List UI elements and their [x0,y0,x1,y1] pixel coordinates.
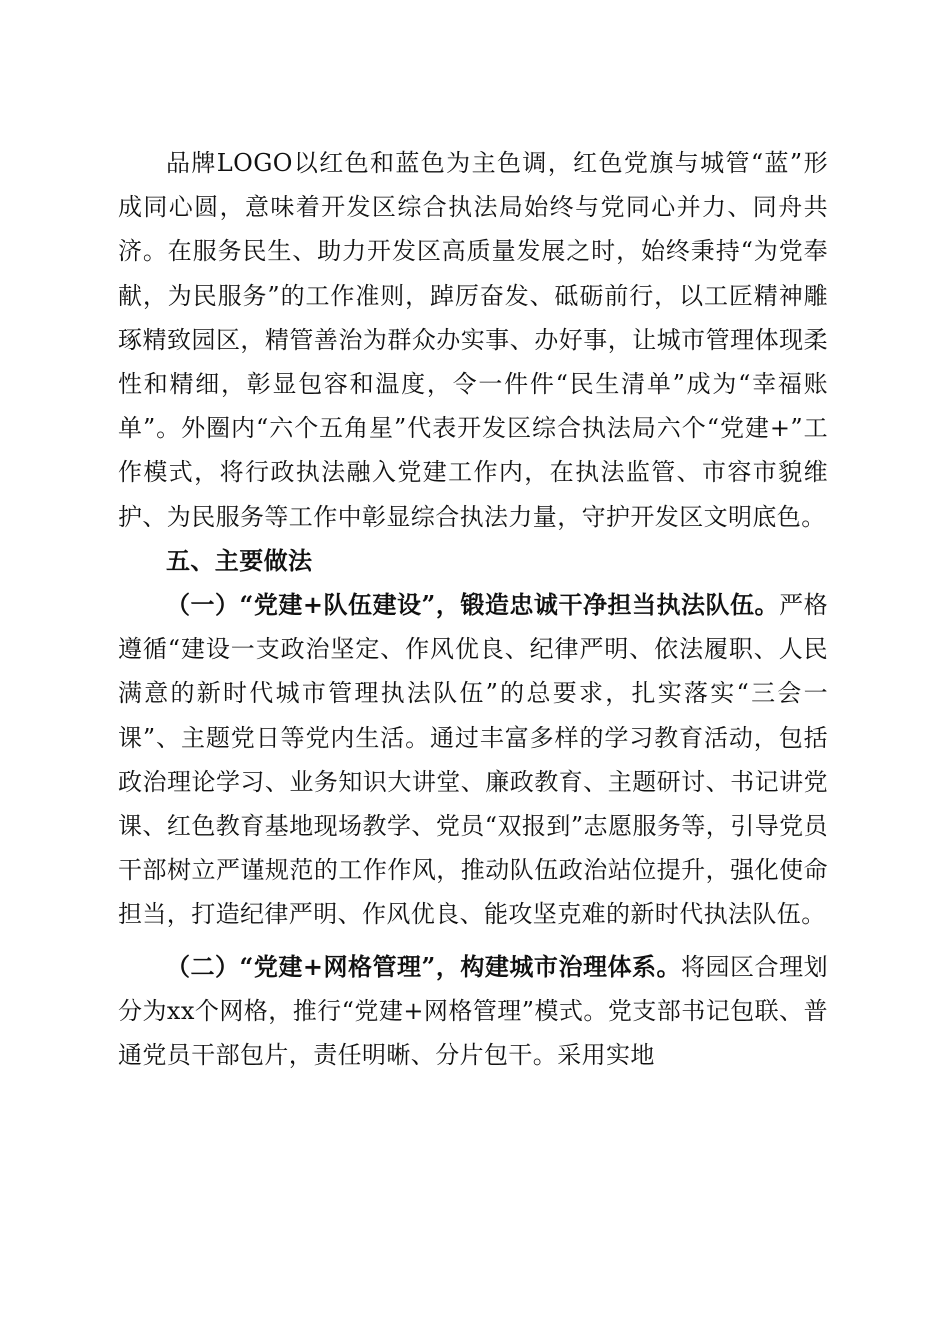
document-body [118,141,828,1077]
subsection-title-team-building: （一）“党建+队伍建设”，锻造忠诚干净担当执法队伍。 [166,590,780,620]
subsection-title-grid-management: （二）“党建+网格管理”，构建城市治理体系。 [166,951,682,981]
subsection-body-team-building: 严格遵循“建设一支政治坚定、作风优良、纪律严明、依法履职、人民满意的新时代城市管理执法队伍”的总要求，扎实落实“三会一课”、主题党日等党内生活。通过丰富多样的学习教育活动，包括政治理论学习、业务知识大讲堂、廉政教育、主题研讨、书记讲党课、红色教育基地现场教学、党员“双报到”志愿服务等，引导党员干部树立严谨规范的工作作风，推动队伍政治站位提升，强化使命担当，打造纪律严明、作风优良、能攻坚克难的新时代执法队伍。 [118,591,828,929]
section-heading: 五、主要做法 [166,546,313,575]
paragraph-grid-management [118,945,828,1078]
subsection-body-grid-management: 将园区合理划分为xx个网格，推行“党建+网格管理”模式。党支部书记包联、普通党员干部包片，责任明晰、分片包干。采用实地 [118,952,828,1070]
paragraph-team-building [118,583,828,937]
paragraph-logo-description: 品牌LOGO以红色和蓝色为主色调，红色党旗与城管“蓝”形成同心圆，意味着开发区综合执法局始终与党同心并力、同舟共济。在服务民生、助力开发区高质量发展之时，始终秉持“为党奉献，为民服务”的工作准则，踔厉奋发、砥砺前行，以工匠精神雕琢精致园区，精管善治为群众办实事、办好事，让城市管理体现柔性和精细，彰显包容和温度，令一件件“民生清单”成为“幸福账单”。外圈内“六个五角星”代表开发区综合执法局六个“党建+”工作模式，将行政执法融入党建工作内，在执法监管、市容市貌维护、为民服务等工作中彰显综合执法力量，守护开发区文明底色。 [118,149,828,531]
